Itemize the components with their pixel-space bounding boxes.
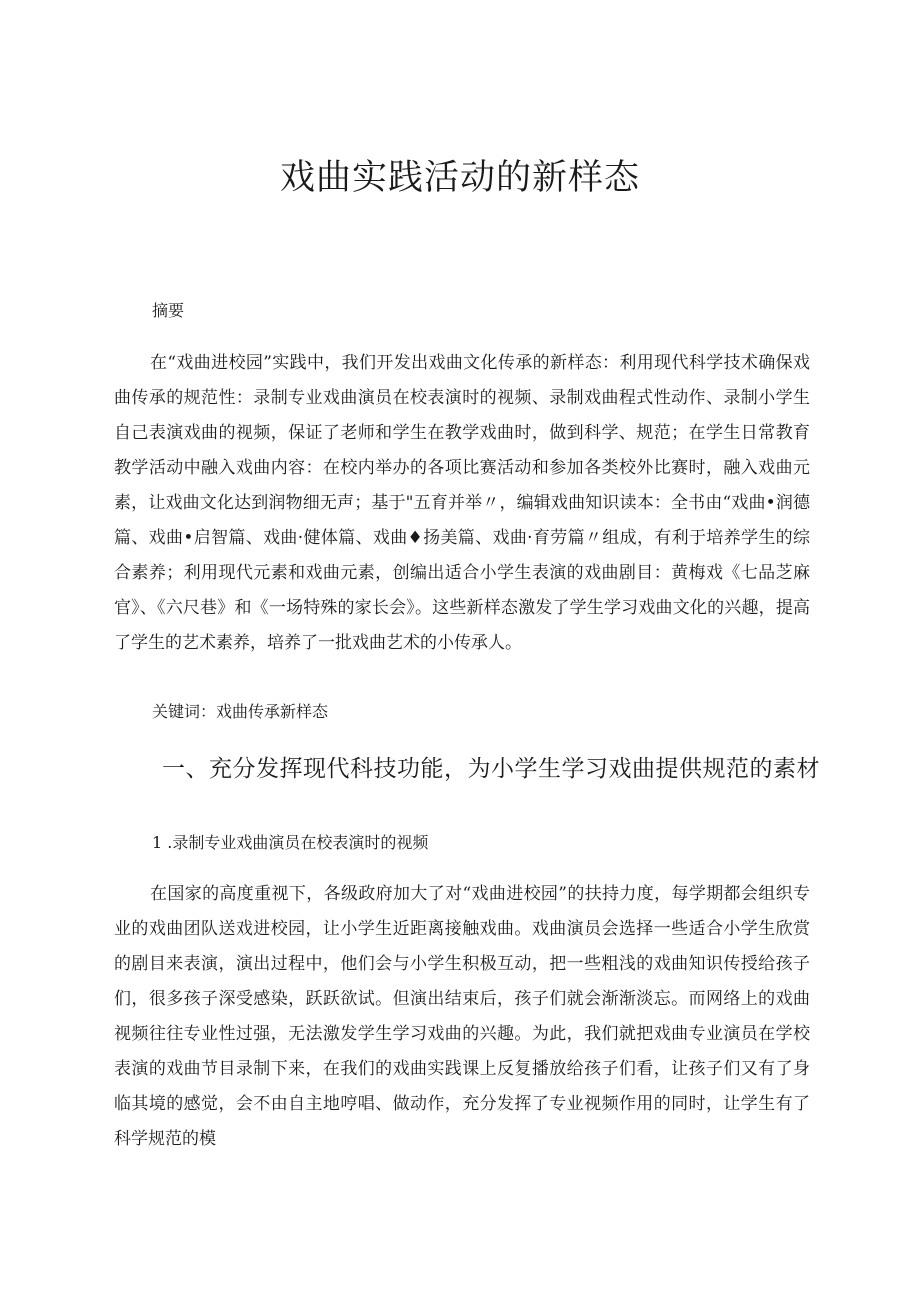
subsection-1-paragraph: 在国家的高度重视下，各级政府加大了对“戏曲进校园”的扶持力度，每学期都会组织专业的戏曲团队送戏进校园，让小学生近距离接触戏曲。戏曲演员会选择一些适合小学生欣赏的剧目来表演，演出过程中，他们会与小学生积极互动，把一些粗浅的戏曲知识传授给孩子们，很多孩子深受感染，跃跃欲试。但演出结束后，孩子们就会渐渐淡忘。而网络上的戏曲视频往往专业性过强，无法激发学生学习戏曲的兴趣。为此，我们就把戏曲专业演员在学校表演的戏曲节目录制下来，在我们的戏曲实践课上反复播放给孩子们看，让孩子们又有了身临其境的感觉，会不由自主地哼唱、做动作，充分发挥了专业视频作用的同时，让学生有了科学规范的模 xyxy=(114,884,810,1149)
section-1-heading: 一、充分发挥现代科技功能，为小学生学习戏曲提供规范的素材 xyxy=(162,756,820,782)
document-title: 戏曲实践活动的新样态 xyxy=(279,158,640,198)
subsection-1-heading: 1 .录制专业戏曲演员在校表演时的视频 xyxy=(152,833,429,852)
abstract-paragraph: 在“戏曲进校园”实践中，我们开发出戏曲文化传承的新样态：利用现代科学技术确保戏曲传承的规范性：录制专业戏曲演员在校表演时的视频、录制戏曲程式性动作、录制小学生自己表演戏曲的视频，保证了老师和学生在教学戏曲时，做到科学、规范；在学生日常教育教学活动中融入戏曲内容：在校内举办的各项比赛活动和参加各类校外比赛时，融入戏曲元素，让戏曲文化达到润物细无声；基于"五育并举〃，编辑戏曲知识读本：全书由“戏曲•润德篇、戏曲•启智篇、戏曲·健体篇、戏曲♦扬美篇、戏曲·育劳篇〃组成，有利于培养学生的综合素养；利用现代元素和戏曲元素，创编出适合小学生表演的戏曲剧目：黄梅戏《七品芝麻官》、《六尺巷》和《一场特殊的家长会》。这些新样态激发了学生学习戏曲文化的兴趣，提高了学生的艺术素养，培养了一批戏曲艺术的小传承人。 xyxy=(114,353,810,653)
keywords-line: 关键词：戏曲传承新样态 xyxy=(152,702,329,721)
abstract-label: 摘要 xyxy=(152,301,185,320)
